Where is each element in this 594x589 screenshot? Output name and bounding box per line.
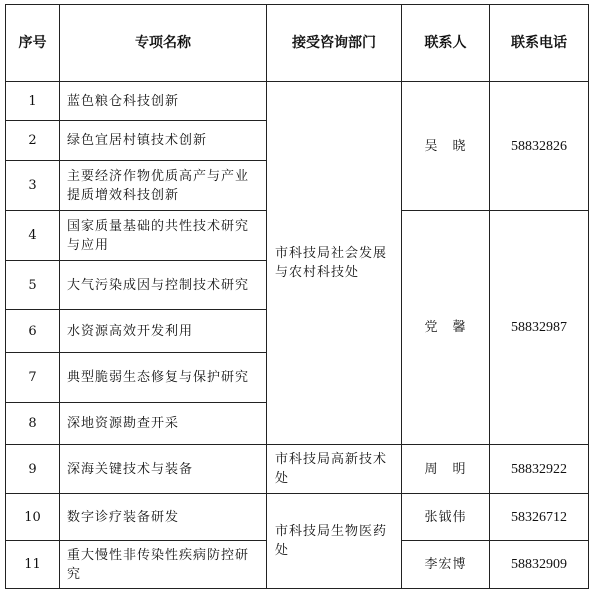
row-seq: 5	[6, 261, 60, 310]
contact-name: 张钺伟	[402, 494, 490, 541]
consultation-contact-table	[5, 4, 589, 589]
row-project-name: 典型脆弱生态修复与保护研究	[60, 353, 267, 403]
contact-phone: 58832922	[490, 445, 589, 494]
row-seq: 1	[6, 82, 60, 121]
department-cell: 市科技局高新技术处	[267, 445, 402, 494]
row-project-name: 水资源高效开发利用	[60, 310, 267, 353]
row-seq: 9	[6, 445, 60, 494]
contact-name: 周 明	[402, 445, 490, 494]
row-seq: 11	[6, 541, 60, 589]
table-row	[6, 82, 589, 121]
header-department: 接受咨询部门	[267, 5, 402, 82]
header-seq: 序号	[6, 5, 60, 82]
contact-name: 党 馨	[402, 211, 490, 445]
header-phone: 联系电话	[490, 5, 589, 82]
row-seq: 4	[6, 211, 60, 261]
contact-name: 吴 晓	[402, 82, 490, 211]
table-row	[6, 445, 589, 494]
row-seq: 3	[6, 161, 60, 211]
contact-phone: 58832826	[490, 82, 589, 211]
row-seq: 2	[6, 121, 60, 161]
row-seq: 7	[6, 353, 60, 403]
contact-phone: 58832909	[490, 541, 589, 589]
row-project-name: 绿色宜居村镇技术创新	[60, 121, 267, 161]
contact-phone: 58832987	[490, 211, 589, 445]
row-seq: 6	[6, 310, 60, 353]
header-contact: 联系人	[402, 5, 490, 82]
department-cell: 市科技局生物医药处	[267, 494, 402, 589]
row-project-name: 数字诊疗装备研发	[60, 494, 267, 541]
department-cell: 市科技局社会发展与农村科技处	[267, 82, 402, 445]
row-seq: 8	[6, 403, 60, 445]
contact-phone: 58326712	[490, 494, 589, 541]
contact-name: 李宏博	[402, 541, 490, 589]
row-seq: 10	[6, 494, 60, 541]
row-project-name: 深地资源勘查开采	[60, 403, 267, 445]
header-project-name: 专项名称	[60, 5, 267, 82]
row-project-name: 蓝色粮仓科技创新	[60, 82, 267, 121]
header-row	[6, 5, 589, 82]
row-project-name: 国家质量基础的共性技术研究与应用	[60, 211, 267, 261]
row-project-name: 主要经济作物优质高产与产业提质增效科技创新	[60, 161, 267, 211]
row-project-name: 重大慢性非传染性疾病防控研究	[60, 541, 267, 589]
row-project-name: 深海关键技术与装备	[60, 445, 267, 494]
row-project-name: 大气污染成因与控制技术研究	[60, 261, 267, 310]
table-row	[6, 494, 589, 541]
